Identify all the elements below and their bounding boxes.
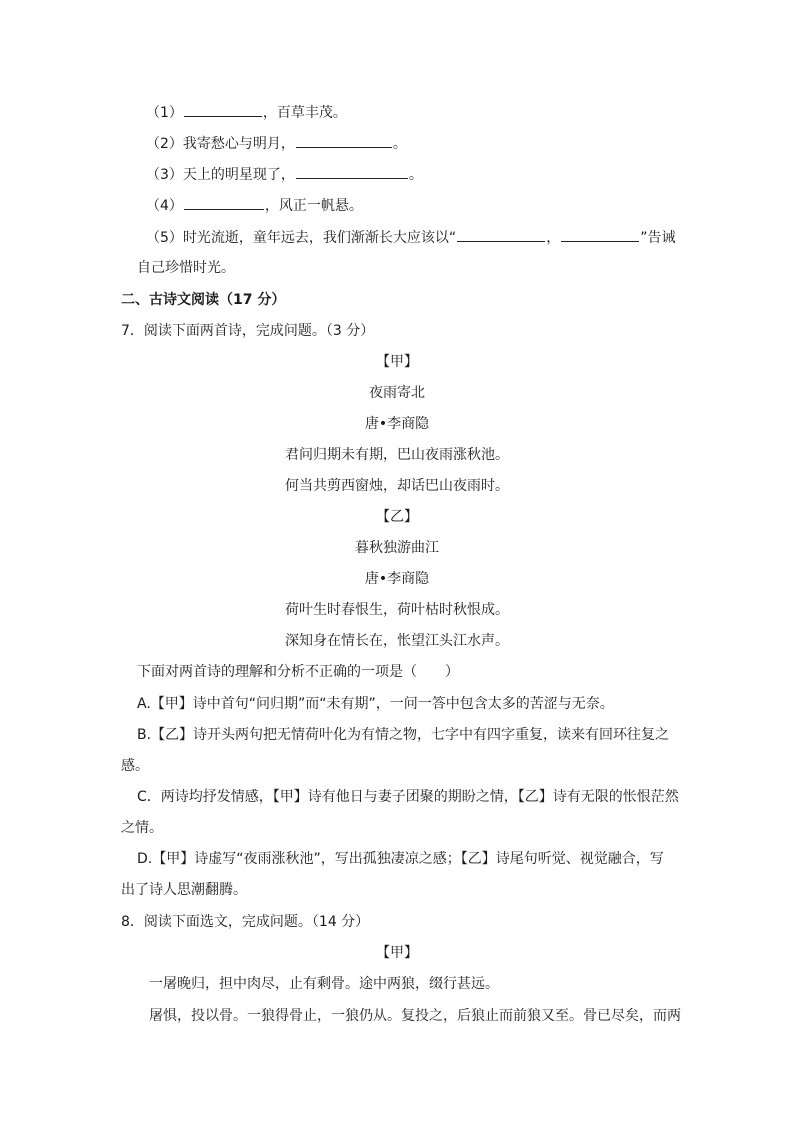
fill-item-5 bbox=[146, 227, 675, 247]
poem-b-author: 唐•李商隐 bbox=[364, 571, 430, 587]
fill-item-3 bbox=[146, 164, 423, 184]
answer-blank[interactable] bbox=[296, 164, 408, 179]
passage-a-tag: 【甲】 bbox=[376, 945, 418, 961]
item-end: 。 bbox=[392, 136, 407, 152]
question-8-stem: 8．阅读下面选文，完成问题。（14 分） bbox=[121, 914, 370, 930]
poem-a-tag: 【甲】 bbox=[376, 354, 418, 370]
poem-b-line-2: 深知身在情长在，怅望江头江水声。 bbox=[285, 633, 509, 649]
poem-a-author: 唐•李商隐 bbox=[364, 416, 430, 432]
item-text: 天上的明星现了， bbox=[182, 167, 295, 183]
poem-b-line-1: 荷叶生时春恨生，荷叶枯时秋恨成。 bbox=[285, 602, 509, 618]
passage-paragraph-1: 一屠晚归，担中肉尽，止有剩骨。途中两狼，缀行甚远。 bbox=[149, 976, 499, 992]
fill-item-5-cont: 自己珍惜时光。 bbox=[137, 260, 235, 276]
poem-a-title: 夜雨寄北 bbox=[369, 385, 425, 401]
option-d-cont: 出了诗人思潮翻腾。 bbox=[121, 882, 247, 898]
option-d[interactable]: D.【甲】诗虚写“夜雨涨秋池”，写出孤独凄凉之感；【乙】诗尾句听觉、视觉融合，写 bbox=[137, 851, 664, 867]
fill-item-4 bbox=[146, 195, 363, 215]
poem-b-tag: 【乙】 bbox=[376, 509, 418, 525]
option-c-cont: 之情。 bbox=[121, 820, 163, 836]
fill-item-1 bbox=[146, 102, 347, 122]
item-separator: ， bbox=[546, 230, 561, 246]
item-end: 。 bbox=[408, 167, 423, 183]
passage-paragraph-2: 屠惧，投以骨。一狼得骨止，一狼仍从。复投之，后狼止而前狼又至。骨已尽矣，而两 bbox=[149, 1008, 681, 1024]
item-number: （5） bbox=[146, 230, 183, 246]
answer-blank[interactable] bbox=[296, 133, 392, 148]
poem-b-title: 暮秋独游曲江 bbox=[355, 540, 439, 556]
item-number: （3） bbox=[146, 167, 183, 183]
question-7-prompt: 下面对两首诗的理解和分析不正确的一项是（ ） bbox=[137, 664, 459, 680]
option-a[interactable]: A.【甲】诗中首句“问归期”而“未有期”，一问一答中包含太多的苦涩与无奈。 bbox=[137, 696, 614, 712]
item-number: （2） bbox=[146, 136, 183, 152]
poem-a-line-1: 君问归期未有期，巴山夜雨涨秋池。 bbox=[285, 447, 509, 463]
poem-a-line-2: 何当共剪西窗烛，却话巴山夜雨时。 bbox=[285, 478, 509, 494]
option-c[interactable]: C．两诗均抒发情感，【甲】诗有他日与妻子团聚的期盼之情，【乙】诗有无限的怅恨茫然 bbox=[137, 789, 679, 805]
answer-blank[interactable] bbox=[457, 227, 545, 242]
option-b[interactable]: B.【乙】诗开头两句把无情荷叶化为有情之物，七字中有四字重复，读来有回环往复之 bbox=[137, 727, 670, 743]
answer-blank[interactable] bbox=[184, 195, 264, 210]
item-text: ，百草丰茂。 bbox=[262, 105, 347, 121]
item-text: 时光流逝，童年远去，我们渐渐长大应该以“ bbox=[182, 230, 457, 246]
answer-blank[interactable] bbox=[184, 102, 262, 117]
item-number: （1） bbox=[146, 105, 183, 121]
option-b-cont: 感。 bbox=[121, 758, 149, 774]
section-heading: 二、古诗文阅读（17 分） bbox=[121, 292, 286, 308]
item-text: ，风正一帆悬。 bbox=[264, 198, 363, 214]
item-text: 我寄愁心与明月， bbox=[182, 136, 295, 152]
item-number: （4） bbox=[146, 198, 183, 214]
answer-blank[interactable] bbox=[561, 227, 639, 242]
question-7-stem: 7．阅读下面两首诗，完成问题。（3 分） bbox=[121, 323, 375, 339]
item-text: ”告诫 bbox=[640, 230, 676, 246]
fill-item-2 bbox=[146, 133, 407, 153]
